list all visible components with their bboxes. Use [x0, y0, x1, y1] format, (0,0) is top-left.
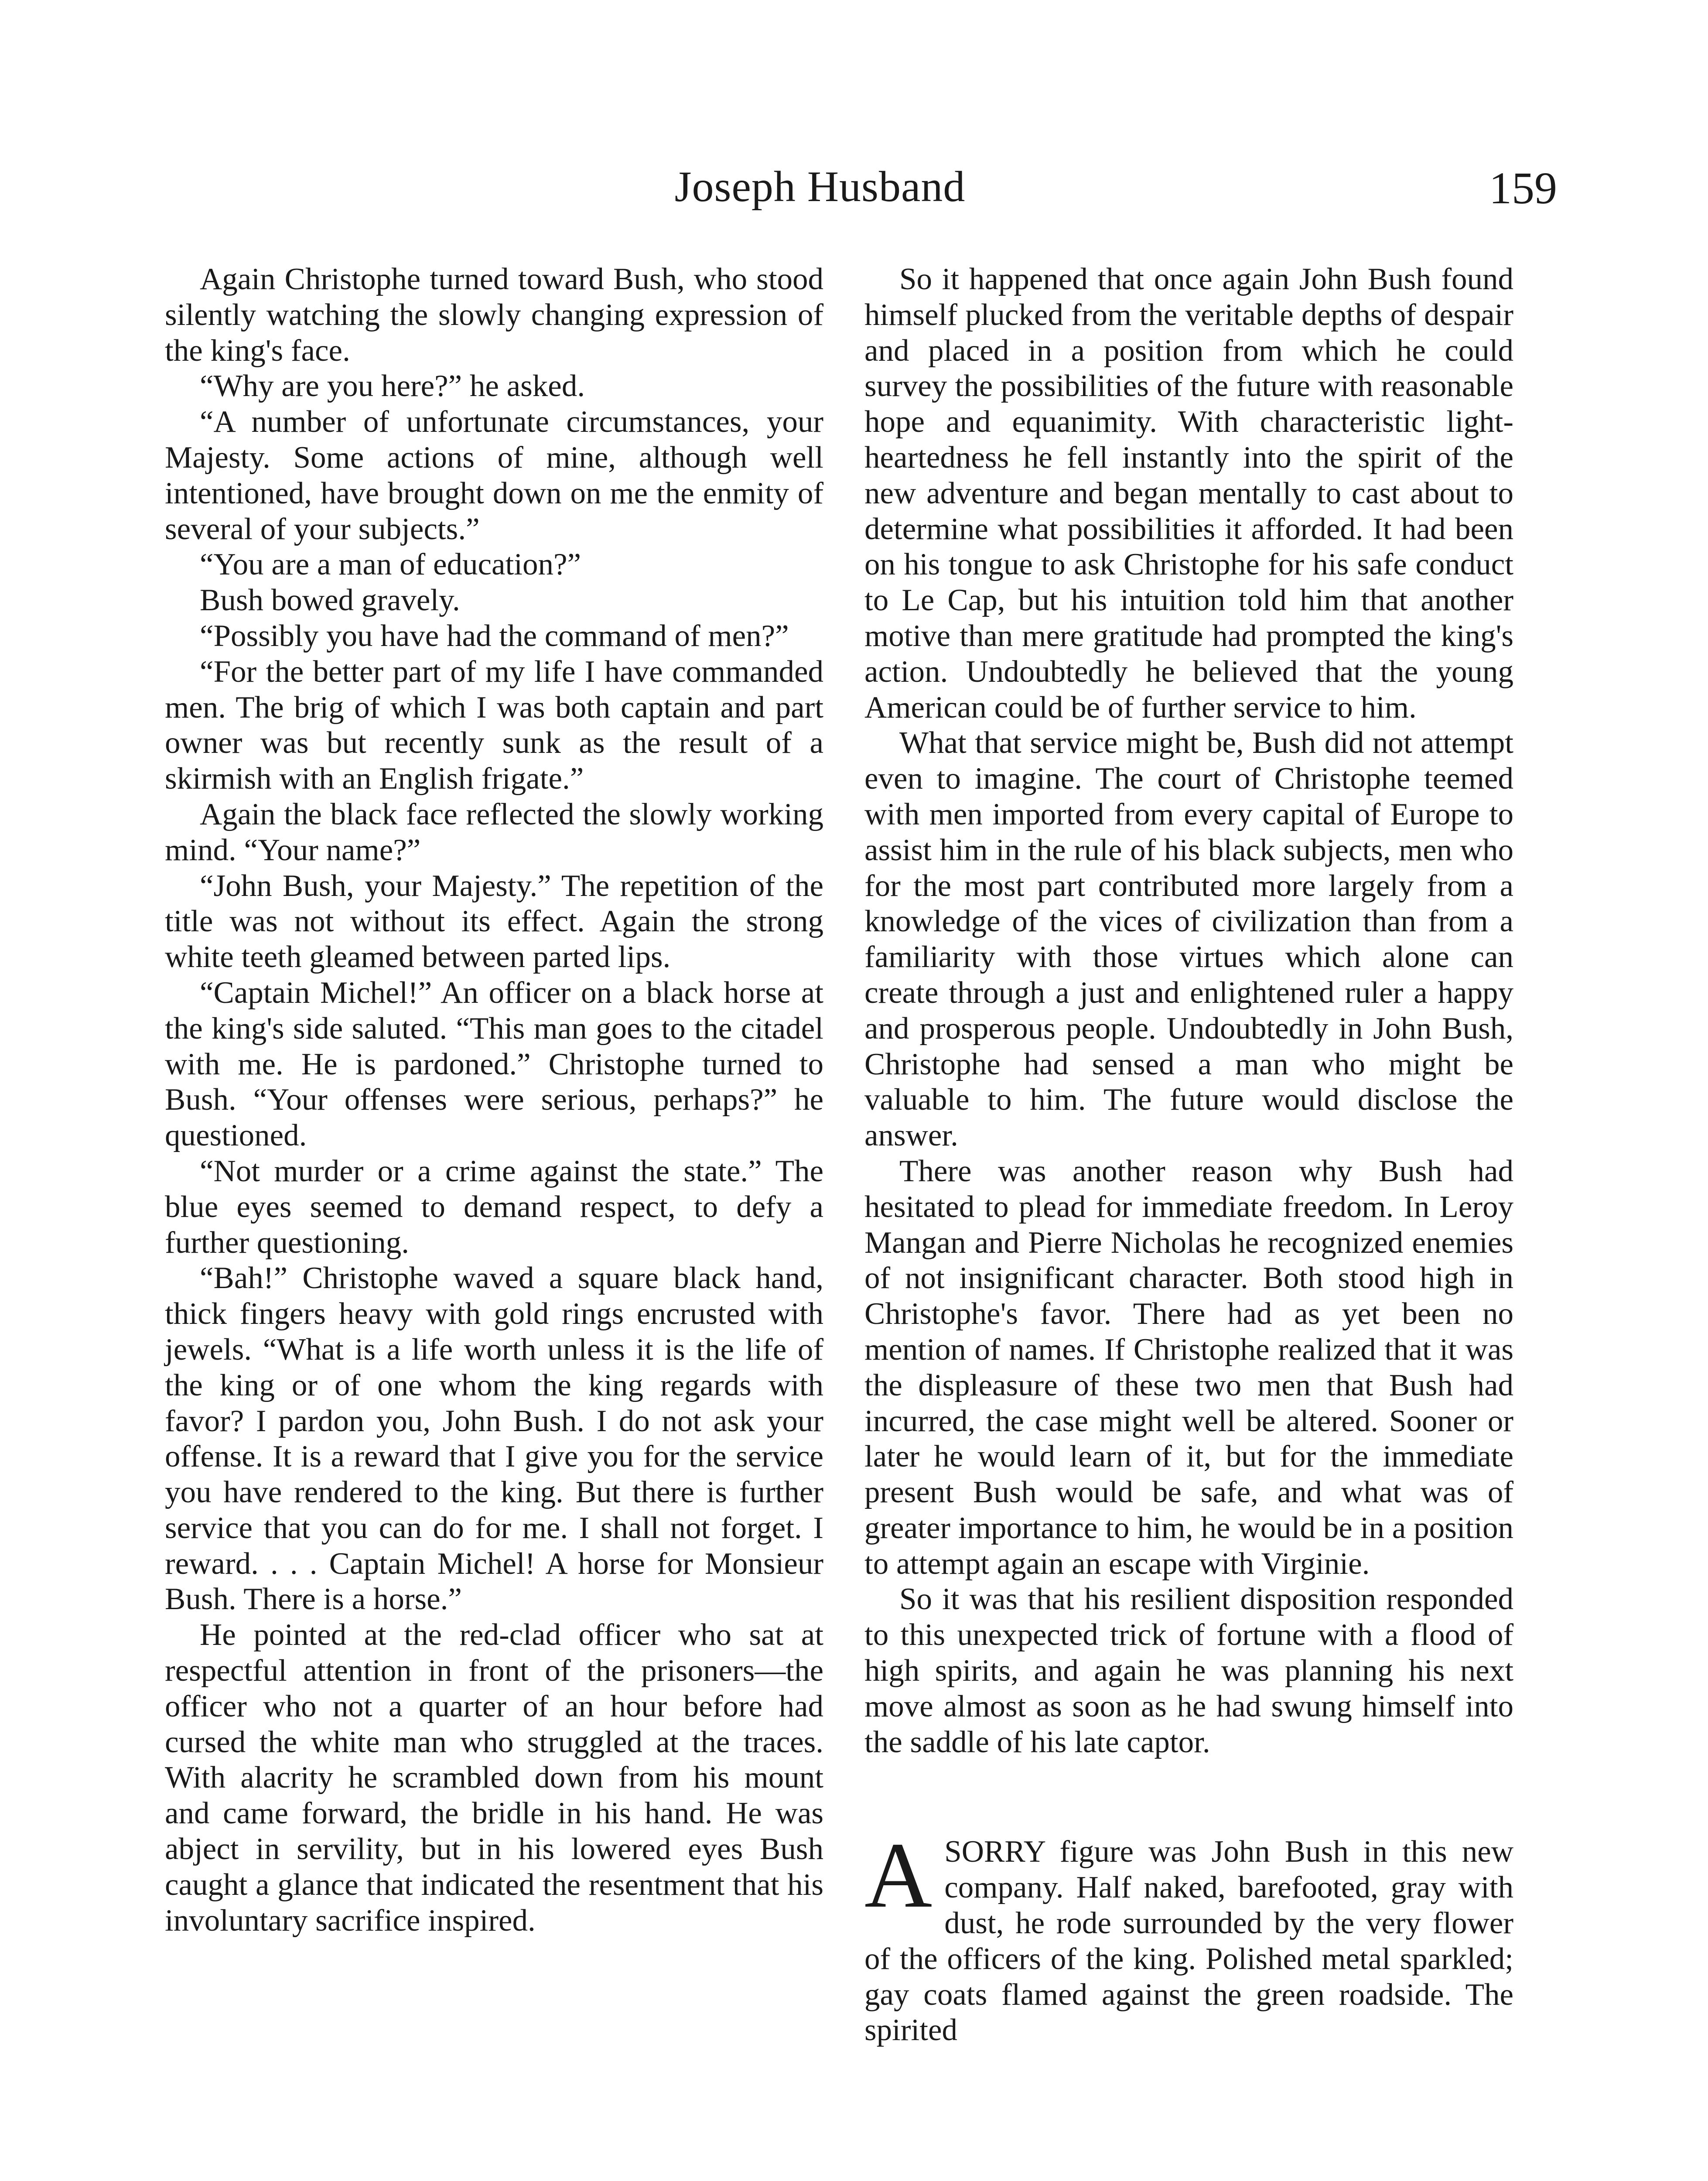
- dropcap-paragraph-text: SORRY figure was John Bush in this new company. Half naked, barefooted, gray with dust, he rode surrounded by the very flower of the officers of the king. Polished metal sparkled; gay coats flamed against the green roadside. The spirited: [864, 1835, 1513, 2048]
- paragraph: “Captain Michel!” An officer on a black horse at the king's side saluted. “This man goes to the citadel with me. He is pardoned.” Christophe turned to Bush. “Your offenses were serious, perhaps?” he questioned.: [165, 975, 823, 1153]
- paragraph: “John Bush, your Majesty.” The repetition of the title was not without its effect. Again the strong white teeth gleamed between parted lips.: [165, 868, 823, 974]
- paragraph: So it was that his resilient disposition responded to this unexpected trick of fortune with a flood of high spirits, and again he was planning his next move almost as soon as he had swung himself into the saddle of his late captor.: [864, 1582, 1513, 1759]
- paragraph: Again the black face reflected the slowly working mind. “Your name?”: [165, 797, 823, 867]
- paragraph: There was another reason why Bush had hesitated to plead for immediate freedom. In Leroy Mangan and Pierre Nicholas he recognized enemies of not insignificant character. Both stood high in Christophe's favor. There had as yet been no mention of names. If Christophe realized that it was the displeasure of these two men that Bush had incurred, the case might well be altered. Sooner or later he would learn of it, but for the immediate present Bush would be safe, and what was of greater importance to him, he would be in a position to attempt again an escape with Virginie.: [864, 1154, 1513, 1581]
- paragraph: “For the better part of my life I have commanded men. The brig of which I was both captain and part owner was but recently sunk as the result of a skirmish with an English frigate.”: [165, 654, 823, 796]
- paragraph: So it happened that once again John Bush found himself plucked from the veritable depths of despair and placed in a position from which he could survey the possibilities of the future with reasonable hope and equanimity. With characteristic light-heartedness he fell instantly into the spirit of the new adventure and began mentally to cast about to determine what possibilities it afforded. It had been on his tongue to ask Christophe for his safe conduct to Le Cap, but his intuition told him that another motive than mere gratitude had prompted the king's action. Undoubtedly he believed that the young American could be of further service to him.: [864, 262, 1513, 725]
- paragraph: Bush bowed gravely.: [200, 583, 460, 618]
- paragraph: He pointed at the red-clad officer who sat at respectful attention in front of the prisoners—the officer who not a quarter of an hour before had cursed the white man who struggled at the traces. With alacrity he scrambled down from his mount and came forward, the bridle in his hand. He was abject in servility, but in his lowered eyes Bush caught a glance that indicated the resentment that his involuntary sacrifice inspired.: [165, 1618, 823, 1938]
- left-text-column: [165, 262, 823, 1938]
- section-break: [864, 1760, 1513, 1834]
- paragraph: “A number of unfortunate circumstances, your Majesty. Some actions of mine, although well intentioned, have brought down on me the enmity of several of your subjects.”: [165, 405, 823, 546]
- paragraph: “Bah!” Christophe waved a square black hand, thick fingers heavy with gold rings encrusted with jewels. “What is a life worth unless it is the life of the king or of one whom the king regards with favor? I pardon you, John Bush. I do not ask your offense. It is a reward that I give you for the service you have rendered to the king. But there is further service that you can do for me. I shall not forget. I reward. . . . Captain Michel! A horse for Monsieur Bush. There is a horse.”: [165, 1261, 823, 1617]
- running-head: Joseph Husband: [674, 162, 966, 211]
- paragraph: “You are a man of education?”: [200, 547, 581, 582]
- right-text-column: [864, 262, 1513, 2048]
- drop-cap: A: [864, 1823, 933, 1928]
- page-number: 159: [1489, 163, 1557, 213]
- paragraph: What that service might be, Bush did not attempt even to imagine. The court of Christophe teemed with men imported from every capital of Europe to assist him in the rule of his black subjects, men who for the most part contributed more largely from a knowledge of the vices of civilization than from a familiarity with those virtues which alone can create through a just and enlightened ruler a happy and prosperous people. Undoubtedly in John Bush, Christophe had sensed a man who might be valuable to him. The future would disclose the answer.: [864, 726, 1513, 1153]
- paragraph: Again Christophe turned toward Bush, who stood silently watching the slowly changing expression of the king's face.: [165, 262, 823, 368]
- paragraph: “Not murder or a crime against the state.” The blue eyes seemed to demand respect, to defy a further questioning.: [165, 1154, 823, 1260]
- paragraph: “Why are you here?” he asked.: [200, 369, 585, 403]
- dropcap-paragraph: [864, 1823, 1513, 2048]
- paragraph: “Possibly you have had the command of men?”: [200, 619, 789, 653]
